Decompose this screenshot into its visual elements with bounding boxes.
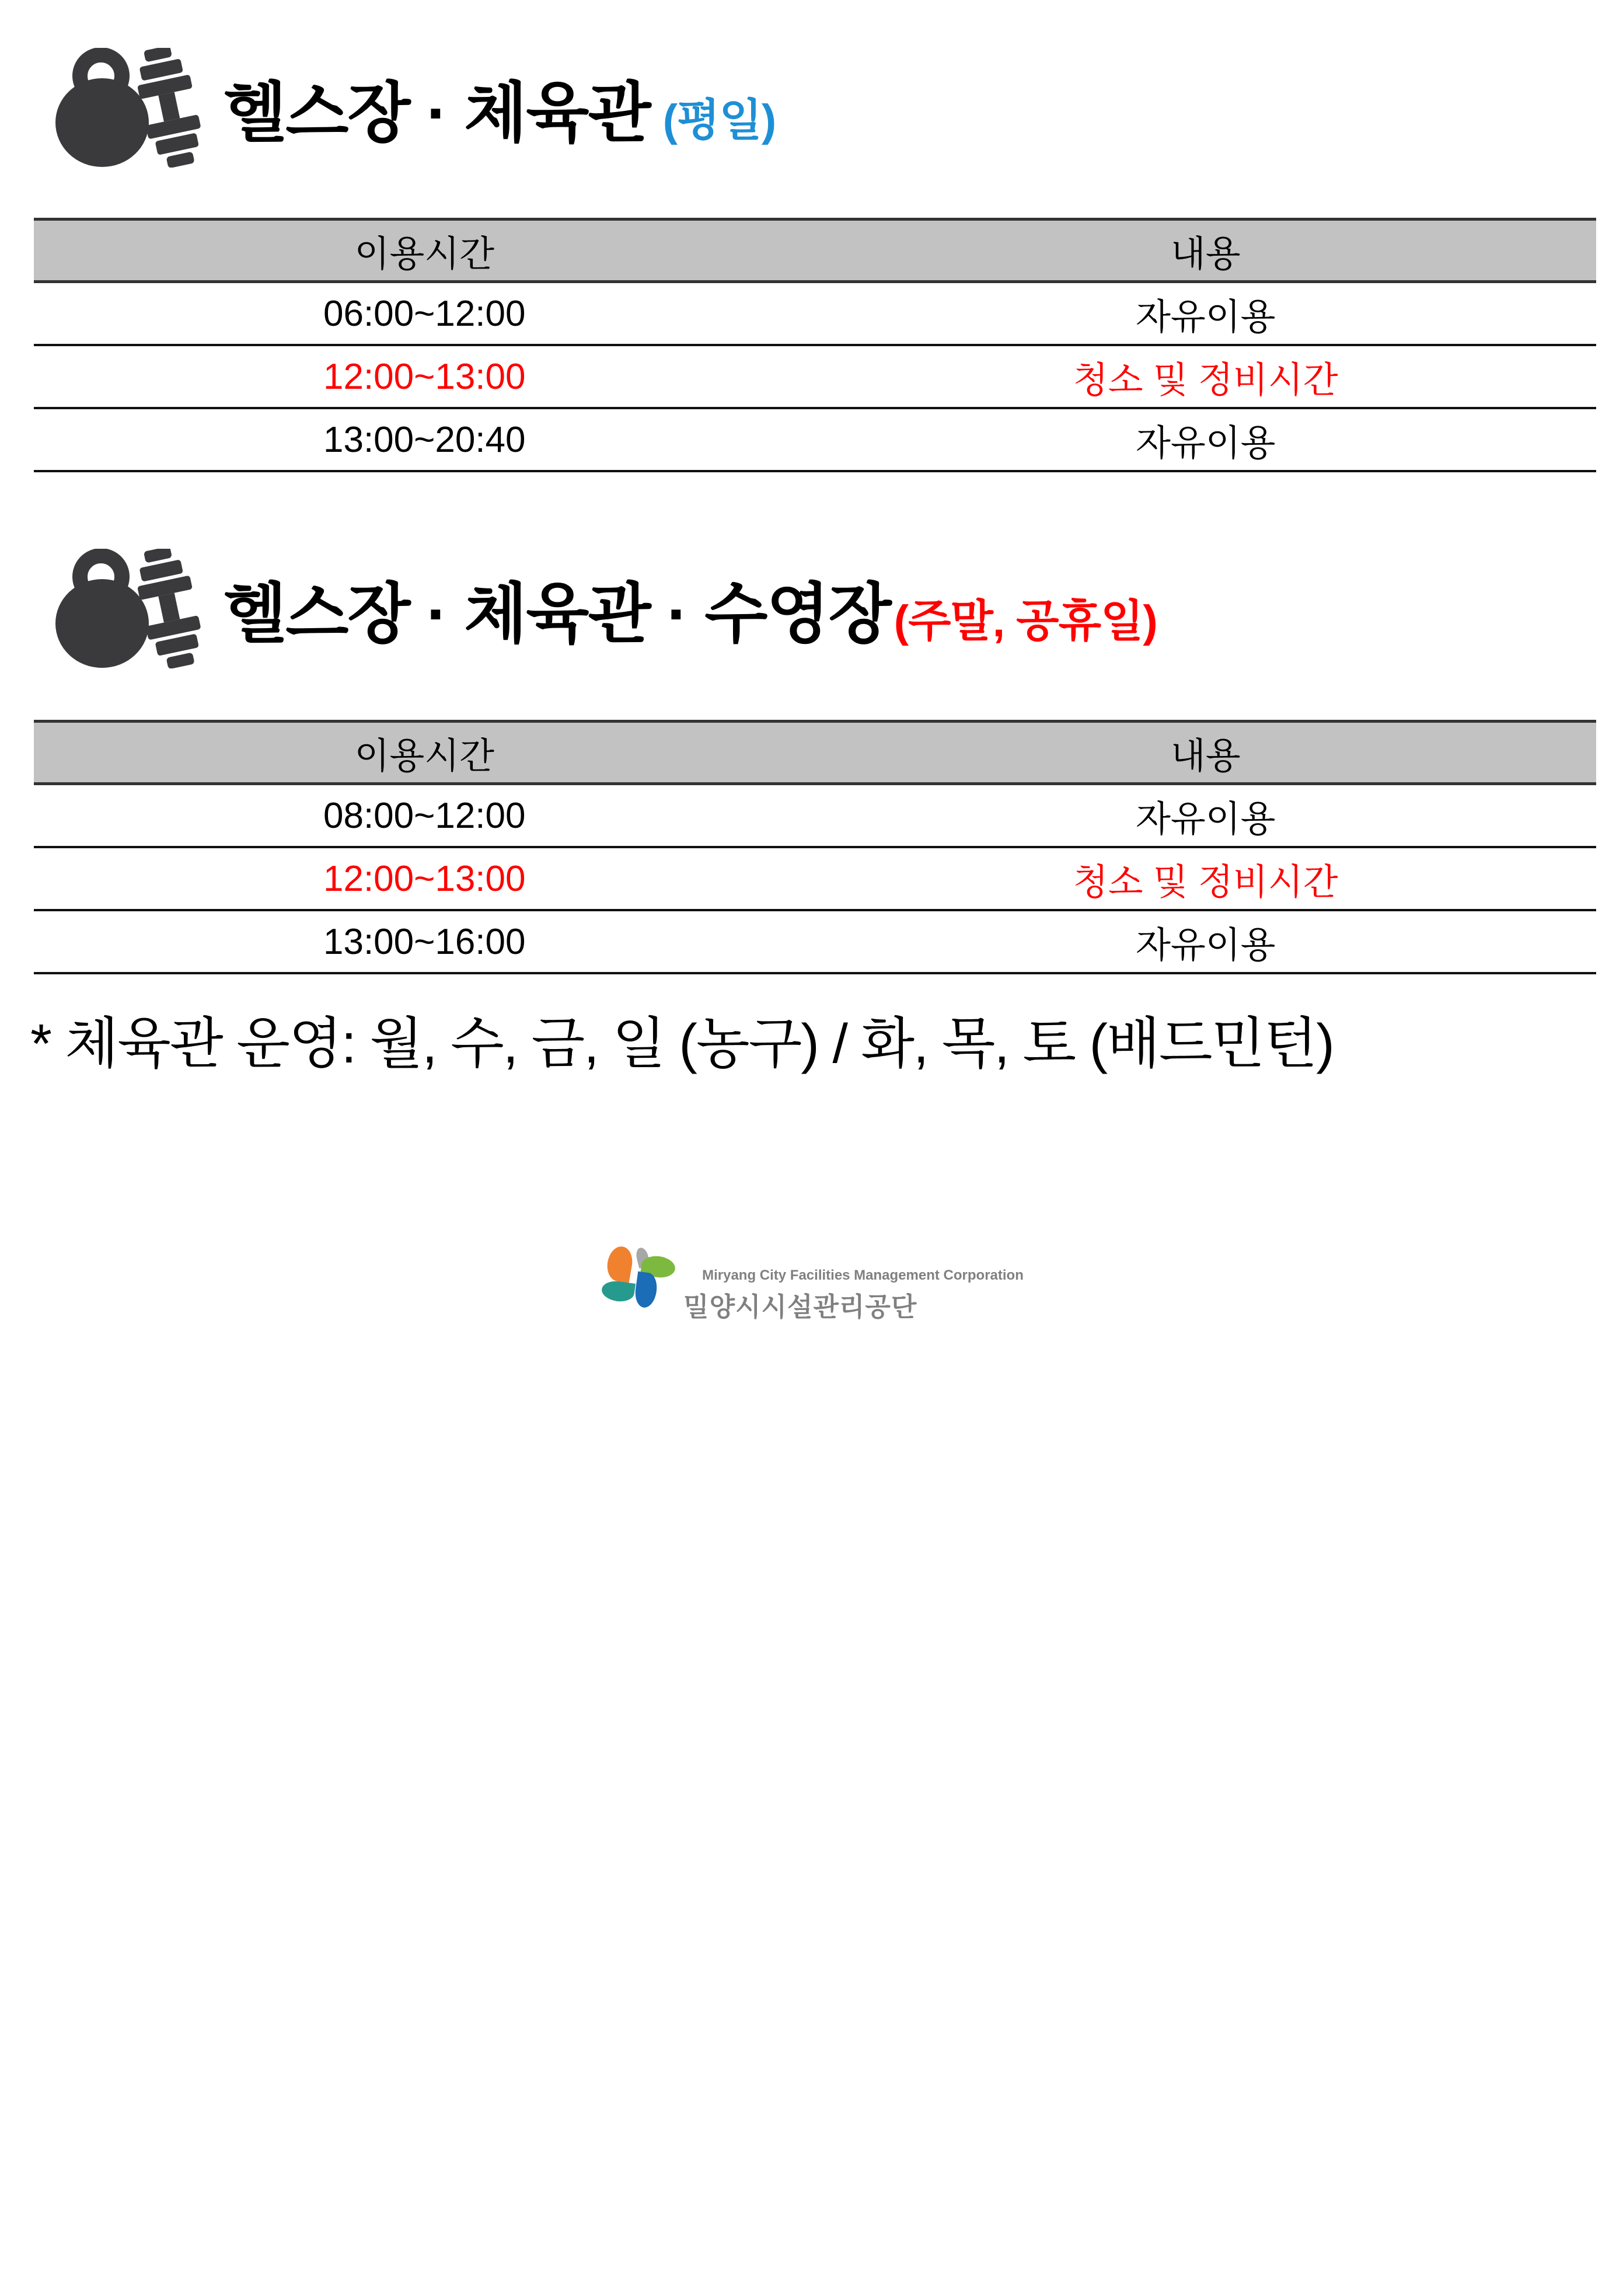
cell-desc: 청소 및 정비시간 — [1073, 862, 1338, 903]
cell-time: 08:00~12:00 — [323, 795, 526, 836]
gym-operation-note: * 체육관 운영: 월, 수, 금, 일 (농구) / 화, 목, 토 (배드민턴) — [30, 1013, 1334, 1075]
cell-desc: 청소 및 정비시간 — [1073, 360, 1338, 400]
table-row-cleaning — [34, 346, 1596, 409]
logo-english-name: Miryang City Facilities Management Corporation — [702, 1267, 1024, 1283]
kettlebell-body — [55, 78, 149, 167]
cell-time: 12:00~13:00 — [323, 356, 526, 397]
section-weekday-title: 헬스장 · 체육관 — [224, 76, 650, 149]
petal-orange — [605, 1245, 635, 1283]
cell-desc: 자유이용 — [1135, 423, 1276, 464]
schedule-table-weekday — [34, 218, 1596, 472]
table-row — [34, 911, 1596, 974]
logo-text-block — [683, 1246, 1024, 1323]
table-row — [34, 785, 1596, 848]
schedule-table-weekend — [34, 720, 1596, 974]
kettlebell-dumbbell-icon — [55, 549, 201, 668]
section-weekend-day-label: (주말, 공휴일) — [893, 597, 1157, 646]
col-header-desc: 내용 — [1170, 234, 1241, 274]
col-header-desc: 내용 — [1170, 736, 1241, 776]
section-weekend-titleline — [224, 562, 1157, 656]
cell-time: 06:00~12:00 — [323, 293, 526, 334]
section-weekday-titleline — [224, 61, 776, 155]
cell-time: 13:00~20:40 — [323, 419, 526, 460]
cell-desc: 자유이용 — [1135, 925, 1276, 966]
section-weekend-header — [55, 549, 1157, 668]
kettlebell-dumbbell-icon — [55, 48, 201, 168]
section-weekday-header — [55, 48, 776, 168]
table-row — [34, 409, 1596, 472]
section-weekend-title: 헬스장 · 체육관 · 수영장 — [224, 577, 891, 650]
table-row — [34, 283, 1596, 346]
table-header-row — [34, 720, 1596, 785]
table-row-cleaning — [34, 848, 1596, 911]
flower-pinwheel-logo-icon — [599, 1246, 678, 1308]
section-weekday-day-label: (평일) — [662, 96, 776, 145]
cell-desc: 자유이용 — [1135, 297, 1276, 337]
cell-desc: 자유이용 — [1135, 799, 1276, 839]
organization-logo — [0, 1246, 1623, 1323]
cell-time: 12:00~13:00 — [323, 858, 526, 899]
kettlebell-body — [55, 579, 149, 668]
col-header-time: 이용시간 — [354, 736, 495, 776]
cell-time: 13:00~16:00 — [323, 921, 526, 962]
logo-korean-name: 밀양시시설관리공단 — [683, 1292, 917, 1322]
col-header-time: 이용시간 — [354, 234, 495, 274]
petal-teal — [601, 1279, 636, 1303]
table-header-row — [34, 218, 1596, 283]
